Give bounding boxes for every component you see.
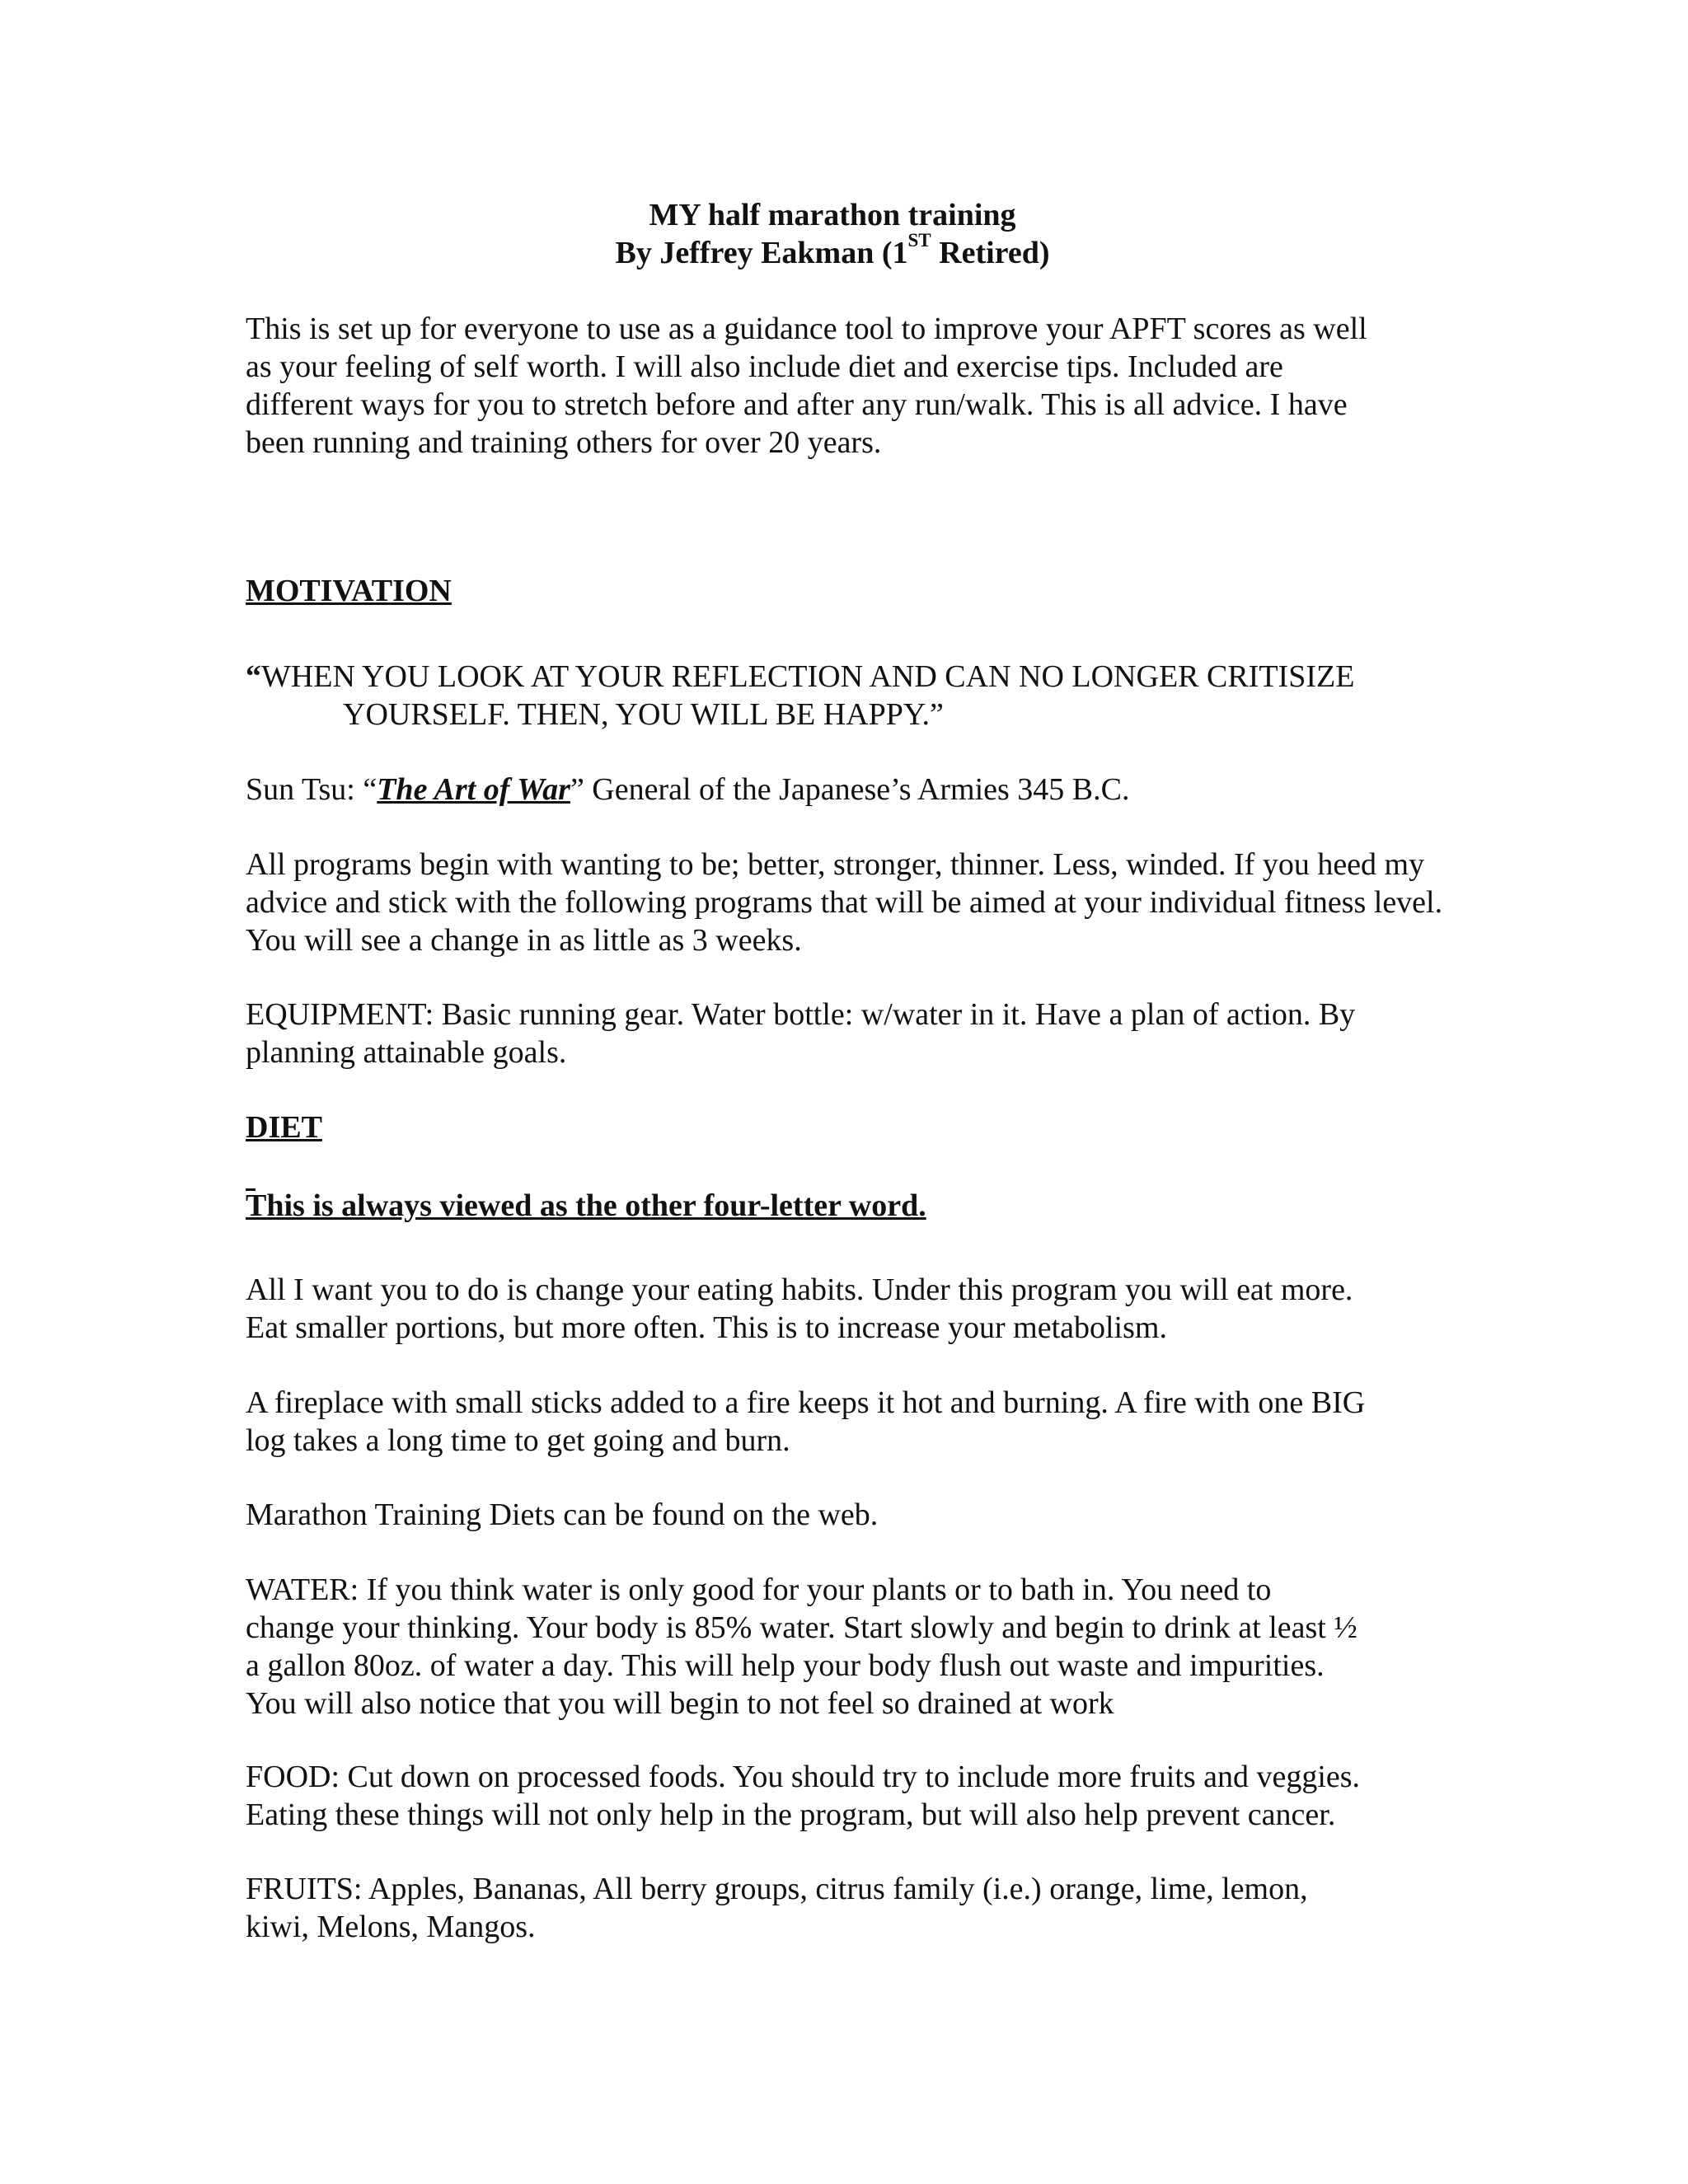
motivation-quote: “WHEN YOU LOOK AT YOUR REFLECTION AND CAN NO LONGER CRITISIZE YOURSELF. THEN, YOU WILL BE HAPPY.” [246,659,1355,732]
underline-mark [246,1162,1531,1187]
eating-habits-paragraph: All I want you to do is change your eating habits. Under this program you will eat more. Eat smaller portions, but more often. This is to increase your metabolism. [246,1272,1353,1345]
motivation-heading: MOTIVATION [246,574,452,608]
author-byline: By Jeffrey Eakman (1ST Retired) [615,230,1050,270]
diets-web-line: Marathon Training Diets can be found on the web. [246,1497,879,1532]
food-paragraph: FOOD: Cut down on processed foods. You should try to include more fruits and veggies. Eating these things will not only help in the program, but will also help prevent cancer. [246,1760,1361,1832]
title-block [0,196,1665,272]
fireplace-paragraph: A fireplace with small sticks added to a fire keeps it hot and burning. A fire with one BIG log takes a long time to get going and burn. [246,1385,1366,1458]
water-paragraph: WATER: If you think water is only good for your plants or to bath in. You need to change your thinking. Your body is 85% water. Start slowly and begin to drink at least ½ a gallon 80oz. of water a day. This will help your body flush out waste and impurities. You will also notice that you will begin to not feel so drained at work [246,1572,1357,1721]
fruits-paragraph: FRUITS: Apples, Bananas, All berry groups, citrus family (i.e.) orange, lime, lemon, kiwi, Melons, Mangos. [246,1872,1308,1944]
diet-subheading-block [246,1162,1531,1225]
programs-paragraph: All programs begin with wanting to be; better, stronger, thinner. Less, winded. If you heed my advice and stick with the following programs that will be aimed at your individual fitness level. You will see a change in as little as 3 weeks. [246,847,1443,958]
book-title: The Art of War [377,772,570,807]
quote-attribution: Sun Tsu: “The Art of War” General of the Japanese’s Armies 345 B.C. [246,772,1130,807]
diet-heading: DIET [246,1110,322,1145]
document-title: MY half marathon training [649,198,1016,232]
intro-paragraph: This is set up for everyone to use as a guidance tool to improve your APFT scores as well as your feeling of self worth. I will also include diet and exercise tips. Included are different ways for you to stretch before and after any run/walk. This is all advice. I have been running and training others for over 20 years. [246,312,1367,460]
equipment-paragraph: EQUIPMENT: Basic running gear. Water bottle: w/water in it. Have a plan of action. By planning attainable goals. [246,997,1356,1070]
diet-subheading: This is always viewed as the other four-letter word. [246,1188,926,1223]
ordinal-superscript: ST [907,230,931,251]
